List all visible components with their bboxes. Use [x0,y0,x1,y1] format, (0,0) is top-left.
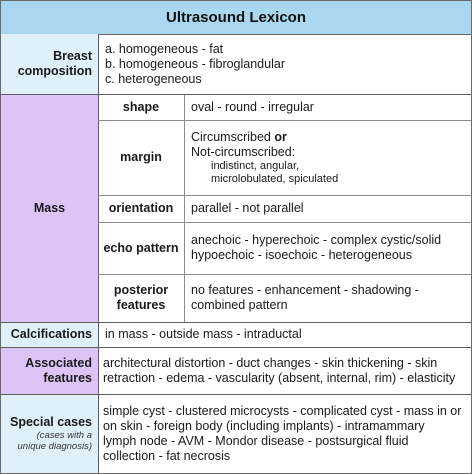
divider-row-posterior [98,274,471,275]
divider-row-special [1,394,471,395]
echo-pattern-line1: anechoic - hyperechoic - complex cystic/solid [191,233,442,247]
divider-label-column [98,34,99,473]
breast-composition-label [1,34,98,94]
divider-row-margin [98,120,471,121]
margin-label [98,120,184,195]
breast-composition-label-line1: Breast [53,49,92,63]
margin-or: or [274,129,287,144]
echo-pattern-value [184,222,471,274]
breast-composition-item-b: b. homogeneous - fibroglandular [105,56,285,71]
orientation-value-text: parallel - not parallel [191,201,304,215]
echo-pattern-label [98,222,184,274]
breast-composition-item-a: a. homogeneous - fat [105,41,224,56]
posterior-features-label-line2: features [116,298,166,312]
divider-row-associated [1,347,471,348]
divider-mass-subcolumn [184,94,185,322]
special-cases-label-text: Special cases [9,415,92,429]
special-cases-line1: simple cyst - clustered microcysts - complicated cyst - mass in or [103,403,462,418]
associated-features-label [1,347,98,394]
orientation-value [184,195,471,222]
echo-pattern-label-text: echo pattern [103,240,179,255]
shape-value-text: oval - round - irregular [191,99,314,114]
shape-label [98,94,184,120]
posterior-features-line2: combined pattern [191,298,288,312]
mass-label-text: Mass [33,200,66,215]
special-cases-line2: on skin - foreign body (including implants) - intramammary [103,418,425,433]
calcifications-label-text: Calcifications [10,327,92,341]
associated-features-label-line1: Associated [25,355,92,370]
special-cases-value [98,394,471,473]
table-title: Ultrasound Lexicon [1,1,471,35]
breast-composition-values [98,34,471,94]
shape-value [184,94,471,120]
divider-row-echo [98,222,471,223]
special-cases-line4: collection - fat necrosis [103,448,231,463]
divider-row-mass [1,94,471,95]
divider-row-calcifications [1,322,471,323]
margin-line1 [191,130,467,145]
calcifications-value [98,322,471,347]
margin-line2: Not-circumscribed: [191,144,296,159]
margin-line3: indistinct, angular, [211,159,300,172]
posterior-features-value [184,274,471,322]
mass-label [1,94,98,322]
special-cases-label [1,394,98,473]
special-cases-note-line1: (cases with a [36,430,92,441]
associated-features-line2: retraction - edema - vascularity (absent, internal, rim) - elasticity [103,370,456,385]
breast-composition-label-line2: composition [17,64,92,78]
divider-row-orientation [98,195,471,196]
associated-features-value [98,347,471,394]
calcifications-value-text: in mass - outside mass - intraductal [105,327,302,341]
posterior-features-label [98,274,184,322]
calcifications-label [1,322,98,347]
associated-features-line1: architectural distortion - duct changes - skin thickening - skin [103,355,438,370]
orientation-label [98,195,184,222]
special-cases-note-line2: unique diagnosis) [17,441,92,452]
posterior-features-label-line1: posterior [113,283,169,297]
associated-features-label-line2: features [43,370,92,385]
margin-value [184,120,471,195]
margin-circumscribed: Circumscribed [191,129,275,144]
posterior-features-line1: no features - enhancement - shadowing - [191,283,419,297]
breast-composition-item-c: c. heterogeneous [105,71,202,86]
special-cases-line3: lymph node - AVM - Mondor disease - postsurgical fluid [103,433,409,448]
shape-label-text: shape [122,99,160,114]
margin-label-text: margin [120,150,162,164]
orientation-label-text: orientation [108,201,174,215]
margin-line4: microlobulated, spiculated [211,172,339,185]
echo-pattern-line2: hypoechoic - isoechoic - heterogeneous [191,248,412,262]
